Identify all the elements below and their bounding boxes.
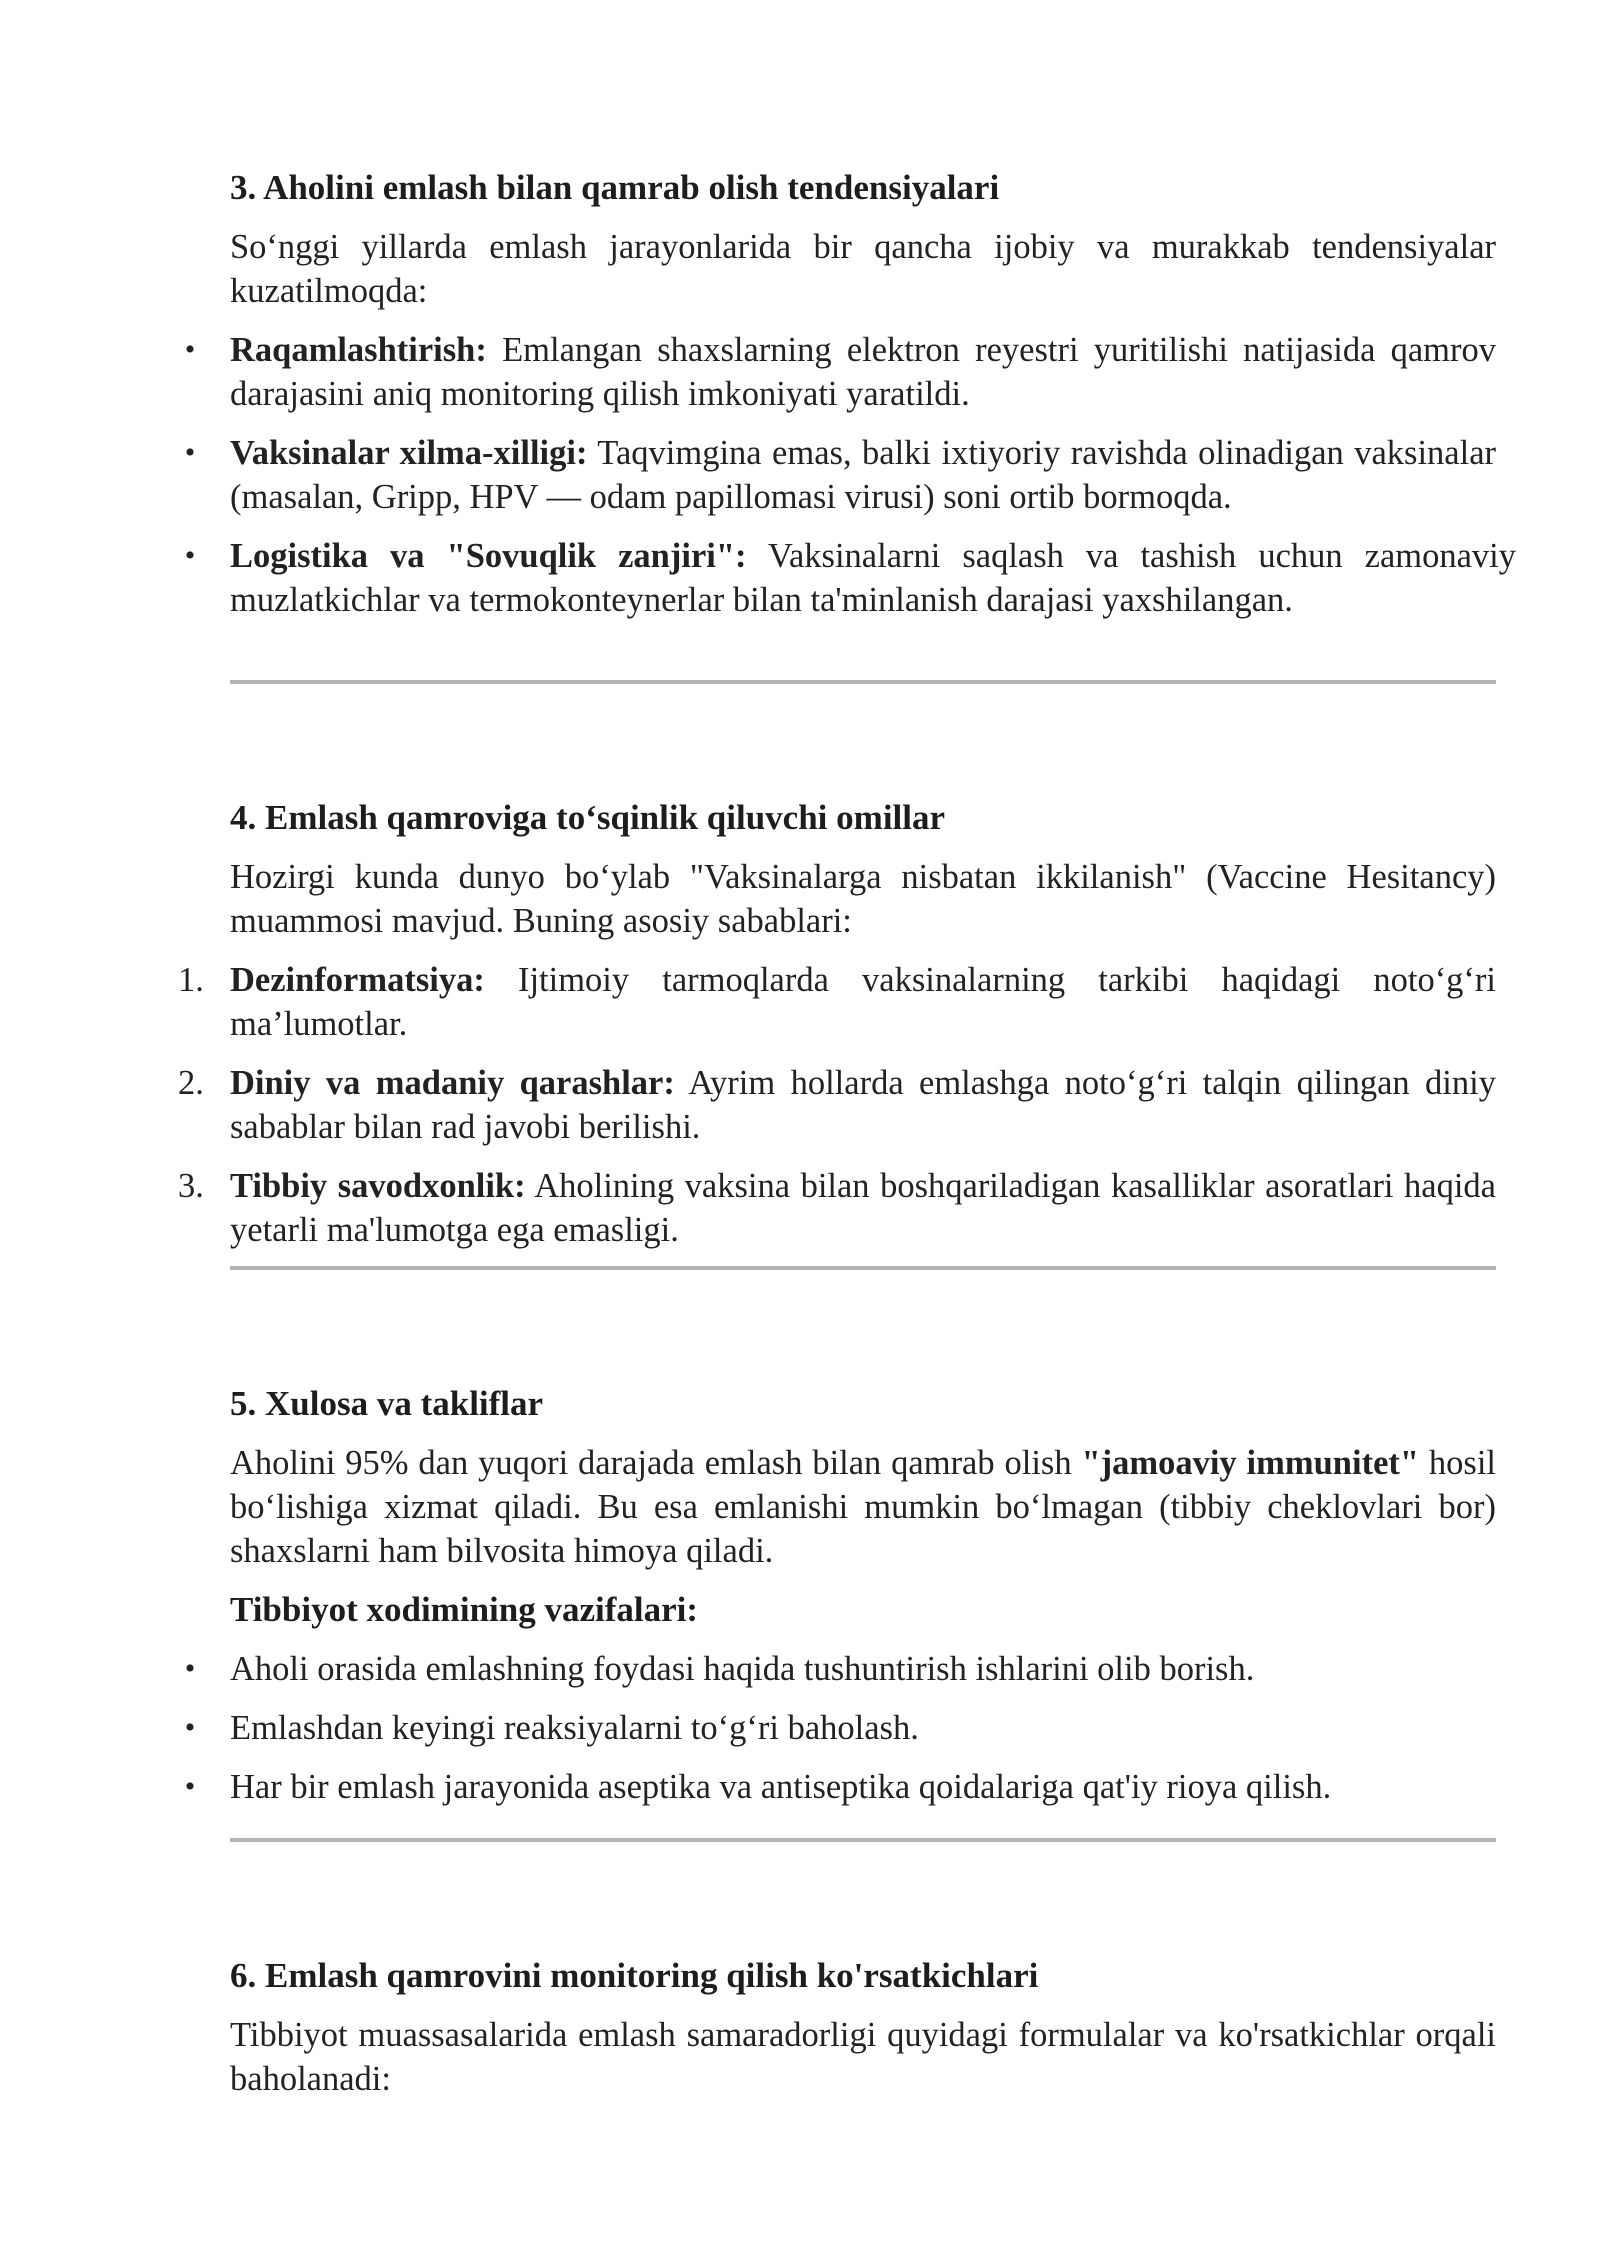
section-5-subheading: Tibbiyot xodimining vazifalari: [230, 1590, 699, 1629]
bullet-icon: • [184, 1652, 196, 1685]
paragraph-text: hosil bo‘lishiga xizmat qiladi. Bu esa emlanishi mumkin bo‘lmagan (tibbiy cheklovlari bor) shaxslarni ham bilvosita himoya qiladi. [230, 1444, 1496, 1570]
section-5-heading: 5. Xulosa va takliflar [230, 1384, 544, 1423]
item-text: Vaksinalarni saqlash va tashish uchun zamonaviy muzlatkichlar va termokonteynerlar bilan ta'minlanish darajasi yaxshilangan. [230, 537, 1516, 619]
list-item [184, 328, 1496, 416]
paragraph-emphasis: "jamoaviy immunitet" [1081, 1444, 1420, 1482]
item-number: 3. [178, 1167, 204, 1205]
item-text: Ijtimoiy tarmoqlarda vaksinalarning tarkibi haqidagi noto‘g‘ri ma’lumotlar. [230, 961, 1496, 1043]
list-item [184, 431, 1496, 519]
section-4 [178, 796, 1496, 1252]
section-3 [184, 166, 1516, 622]
list-item [184, 1765, 1496, 1809]
list-item [178, 1061, 1496, 1149]
section-divider [230, 1266, 1496, 1270]
section-4-intro: Hozirgi kunda dunyo bo‘ylab "Vaksinalarga nisbatan ikkilanish" (Vaccine Hesitancy) muammosi mavjud. Buning asosiy sabablari: [230, 858, 1496, 940]
item-text: Emlangan shaxslarning elektron reyestri yuritilishi natijasida qamrov darajasini aniq monitoring qilish imkoniyati yaratildi. [230, 331, 1496, 413]
item-term: Tibbiy savodxonlik: [230, 1167, 526, 1205]
item-term: Vaksinalar xilma-xilligi: [230, 434, 588, 472]
bullet-icon: • [184, 1770, 196, 1803]
section-6-intro: Tibbiyot muassasalarida emlash samaradorligi quyidagi formulalar va ko'rsatkichlar orqali baholanadi: [230, 2016, 1496, 2098]
item-text: Aholining vaksina bilan boshqariladigan kasalliklar asoratlari haqida yetarli ma'lumotga ega emasligi. [230, 1167, 1496, 1249]
section-3-heading: 3. Aholini emlash bilan qamrab olish tendensiyalari [230, 168, 1000, 207]
item-number: 1. [178, 961, 204, 999]
item-term: Raqamlashtirish: [230, 331, 487, 369]
section-5-list [184, 1647, 1496, 1809]
section-4-list [178, 958, 1496, 1252]
section-6 [230, 1954, 1496, 2101]
bullet-icon: • [184, 333, 196, 366]
section-6-heading: 6. Emlash qamrovini monitoring qilish ko'rsatkichlari [230, 1956, 1039, 1995]
list-item [178, 958, 1496, 1046]
item-number: 2. [178, 1064, 204, 1102]
list-item [178, 1164, 1496, 1252]
section-4-heading: 4. Emlash qamroviga to‘sqinlik qiluvchi omillar [230, 798, 946, 837]
item-term: Dezinformatsiya: [230, 961, 485, 999]
item-text: Ayrim hollarda emlashga noto‘g‘ri talqin qilingan diniy sabablar bilan rad javobi berilishi. [230, 1064, 1496, 1146]
bullet-icon: • [184, 539, 196, 572]
paragraph-text: Aholini 95% dan yuqori darajada emlash bilan qamrab olish [230, 1444, 1082, 1482]
section-3-list [184, 328, 1516, 622]
item-text: Har bir emlash jarayonida aseptika va antiseptika qoidalariga qat'iy rioya qilish. [230, 1768, 1332, 1806]
item-text: Aholi orasida emlashning foydasi haqida tushuntirish ishlarini olib borish. [230, 1650, 1255, 1688]
item-text: Emlashdan keyingi reaksiyalarni to‘g‘ri baholash. [230, 1709, 919, 1747]
section-5 [184, 1382, 1496, 1809]
section-3-intro: So‘nggi yillarda emlash jarayonlarida bir qancha ijobiy va murakkab tendensiyalar kuzatilmoqda: [230, 228, 1496, 310]
section-divider [230, 1838, 1496, 1842]
item-text: Taqvimgina emas, balki ixtiyoriy ravishda olinadigan vaksinalar (masalan, Gripp, HPV — odam papillomasi virusi) soni ortib bormoqda. [230, 434, 1496, 516]
list-item [184, 1706, 1496, 1750]
section-divider [230, 680, 1496, 684]
bullet-icon: • [184, 436, 196, 469]
item-term: Logistika va "Sovuqlik zanjiri": [230, 537, 747, 575]
list-item [184, 1647, 1496, 1691]
section-5-paragraph [230, 1441, 1496, 1573]
bullet-icon: • [184, 1711, 196, 1744]
list-item [184, 534, 1516, 622]
item-term: Diniy va madaniy qarashlar: [230, 1064, 675, 1102]
